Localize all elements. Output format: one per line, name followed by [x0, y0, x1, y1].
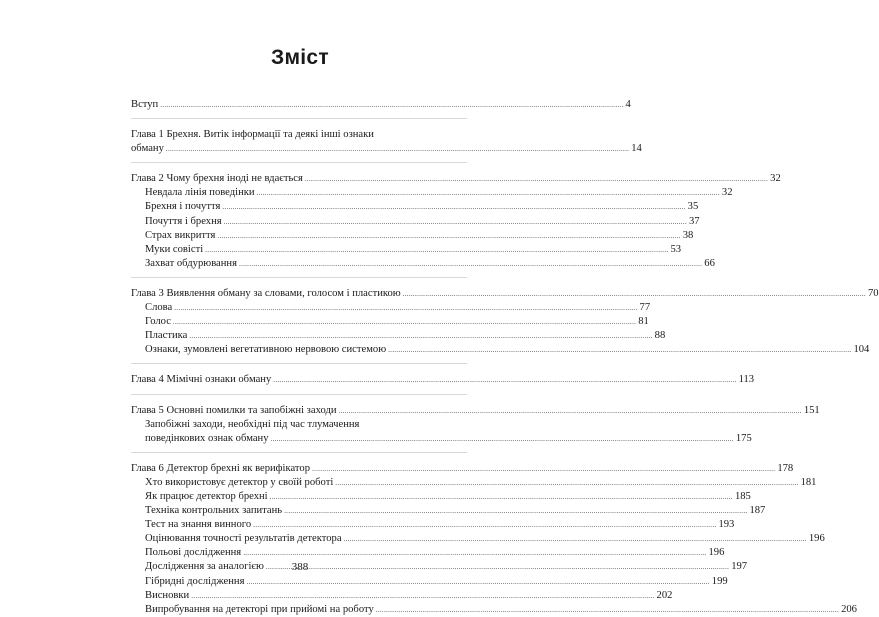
toc-subentry[interactable]: [131, 243, 682, 257]
toc-entry-page: 185: [734, 490, 751, 502]
toc-entry-text: Брехня і почуття: [145, 201, 221, 213]
dot-leader: [160, 98, 623, 112]
dot-leader: [246, 575, 709, 589]
toc-entry-page: 181: [800, 476, 817, 488]
dot-leader: [305, 172, 768, 186]
toc-entry-page: 202: [656, 589, 673, 601]
toc-entry-text: Випробування на детекторі при прийомі на роботу: [145, 603, 374, 615]
toc-entry-chapter-4[interactable]: [131, 373, 755, 387]
toc-entry-text: Глава 2 Чому брехня іноді не вдається: [131, 173, 303, 185]
toc-entry-page: 196: [708, 547, 725, 559]
dot-leader: [189, 329, 652, 343]
toc-entry-page: 199: [711, 575, 728, 587]
dot-leader: [243, 546, 706, 560]
toc-subentry[interactable]: [131, 603, 857, 617]
toc-entry-text: Слова: [145, 302, 173, 314]
toc-entry-text: Невдала лінія поведінки: [145, 187, 255, 199]
toc-subentry[interactable]: [131, 215, 700, 229]
dot-leader: [217, 229, 680, 243]
toc-entry-text: Як працює детектор брехні: [145, 490, 268, 502]
divider: [131, 452, 467, 453]
dot-leader: [388, 343, 851, 357]
toc-subentry[interactable]: [131, 518, 735, 532]
toc-subentry[interactable]: [131, 229, 694, 243]
toc-entry-page: 53: [670, 243, 682, 255]
toc-entry-text-line2: обману: [131, 143, 164, 155]
dot-leader: [339, 404, 802, 418]
toc-entry-text: Глава 4 Мімічні ознаки обману: [131, 374, 272, 386]
toc-entry-text: Оцінювання точності результатів детектора: [145, 533, 342, 545]
dot-leader: [166, 142, 629, 156]
toc-entry-text-line1: Запобіжні заходи, необхідні під час тлумачення: [145, 418, 360, 430]
toc-entry-text: Гібридні дослідження: [145, 575, 245, 587]
dot-leader: [174, 301, 637, 315]
dot-leader: [191, 589, 654, 603]
dot-leader: [335, 476, 798, 490]
toc-entry-page: 37: [688, 215, 700, 227]
toc-subentry[interactable]: [131, 418, 752, 446]
table-of-contents: [131, 98, 879, 617]
toc-entry-text: Польові дослідження: [145, 547, 242, 559]
toc-subentry[interactable]: [131, 315, 649, 329]
toc-entry-text: Вступ: [131, 99, 159, 110]
toc-entry-chapter-1[interactable]: [131, 128, 642, 156]
toc-entry-page: 77: [639, 302, 651, 314]
toc-subentry[interactable]: [131, 200, 699, 214]
toc-entry-chapter-6[interactable]: [131, 462, 794, 476]
toc-subentry[interactable]: [131, 343, 870, 357]
toc-entry-text: Глава 6 Детектор брехні як верифікатор: [131, 462, 310, 474]
toc-entry-chapter-5[interactable]: [131, 404, 820, 418]
toc-entry-text: Дослідження за аналогією: [145, 561, 264, 573]
toc-entry-text-line1: Глава 1 Брехня. Витік інформації та деякі інші ознаки: [131, 129, 374, 141]
dot-leader: [403, 287, 866, 301]
toc-subentry[interactable]: [131, 532, 825, 546]
toc-subentry[interactable]: [131, 186, 733, 200]
toc-entry-page: 206: [841, 603, 857, 615]
dot-leader: [239, 257, 702, 271]
toc-entry-page: 175: [735, 432, 752, 444]
toc-entry-text: Техніка контрольних запитань: [145, 505, 283, 517]
toc-entry-text: Ознаки, зумовлені вегетативною нервовою системою: [145, 344, 387, 356]
toc-subentry[interactable]: [131, 504, 766, 518]
toc-entry-chapter-3[interactable]: [131, 287, 879, 301]
toc-entry-page: 4: [625, 99, 631, 110]
toc-entry-page: 81: [638, 316, 649, 328]
divider: [131, 162, 467, 163]
dot-leader: [271, 432, 734, 446]
dot-leader: [253, 518, 716, 532]
toc-entry-page: 88: [654, 330, 666, 342]
toc-subentry[interactable]: [131, 589, 673, 603]
toc-entry-text: Голос: [145, 316, 171, 328]
toc-entry-page: 70: [868, 287, 879, 299]
toc-entry-page: 32: [770, 173, 781, 185]
page-number: 388: [291, 561, 309, 573]
toc-entry-page: 66: [704, 257, 715, 269]
toc-subentry[interactable]: [131, 546, 725, 560]
toc-entry-page: 196: [808, 533, 825, 545]
toc-entry-text: Глава 5 Основні помилки та запобіжні заходи: [131, 404, 337, 416]
toc-entry-page: 197: [731, 561, 748, 573]
toc-entry-page: 113: [738, 374, 755, 386]
toc-entry-text: Глава 3 Виявлення обману за словами, голосом і пластикою: [131, 287, 401, 299]
dot-leader: [270, 490, 733, 504]
dot-leader: [312, 462, 775, 476]
dot-leader: [344, 532, 807, 546]
toc-entry-page: 32: [721, 187, 733, 199]
dot-leader: [257, 186, 720, 200]
toc-entry-text: Почуття і брехня: [145, 215, 222, 227]
dot-leader: [284, 504, 747, 518]
toc-subentry[interactable]: [131, 490, 751, 504]
divider: [131, 394, 467, 395]
dot-leader: [205, 243, 668, 257]
divider: [131, 277, 467, 278]
toc-entry-page: 38: [682, 229, 694, 241]
toc-entry-intro[interactable]: [131, 98, 631, 112]
toc-entry-text: Страх викриття: [145, 229, 216, 241]
toc-entry-text: Тест на знання винного: [145, 519, 252, 531]
toc-entry-page: 14: [631, 143, 642, 155]
toc-entry-chapter-2[interactable]: [131, 172, 781, 186]
toc-subentry[interactable]: [131, 257, 715, 271]
dot-leader: [224, 215, 687, 229]
page-title: Зміст: [271, 46, 329, 69]
toc-entry-text: Висновки: [145, 589, 190, 601]
toc-entry-page: 151: [803, 404, 820, 416]
toc-entry-page: 187: [749, 505, 766, 517]
dot-leader: [273, 373, 736, 387]
divider: [131, 118, 467, 119]
toc-entry-text: Муки совісті: [145, 243, 204, 255]
toc-subentry[interactable]: [131, 476, 817, 490]
toc-entry-text: Захват обдурювання: [145, 257, 237, 269]
toc-entry-text: Пластика: [145, 330, 188, 342]
dot-leader: [376, 603, 839, 617]
divider: [131, 363, 467, 364]
toc-entry-page: 193: [718, 519, 735, 531]
toc-subentry[interactable]: [131, 575, 728, 589]
toc-subentry[interactable]: [131, 329, 666, 343]
toc-entry-text-line2: поведінкових ознак обману: [145, 432, 269, 444]
toc-subentry[interactable]: [131, 301, 651, 315]
toc-entry-page: 178: [777, 462, 794, 474]
toc-entry-page: 104: [853, 344, 870, 356]
toc-entry-page: 35: [687, 201, 699, 213]
toc-entry-text: Хто використовує детектор у своїй роботі: [145, 476, 334, 488]
dot-leader: [222, 200, 685, 214]
dot-leader: [173, 315, 636, 329]
